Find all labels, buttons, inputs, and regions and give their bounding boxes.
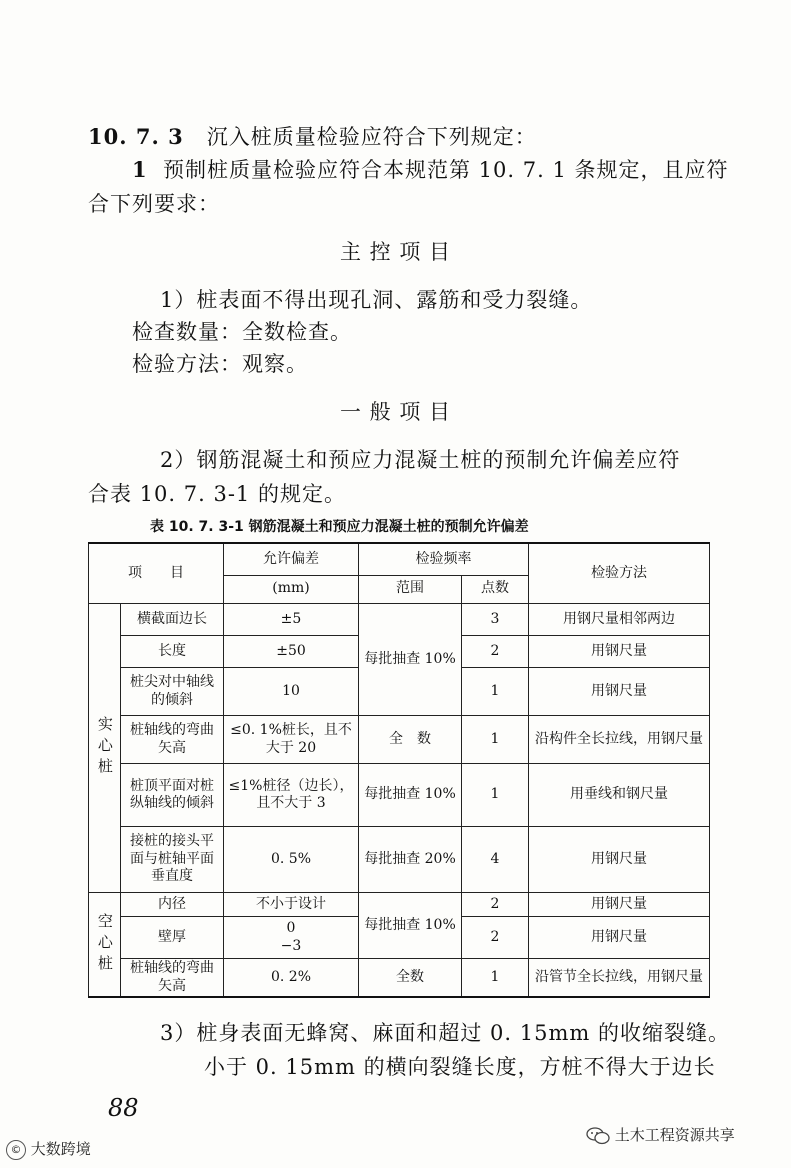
cell-tolerance: ±5: [224, 603, 359, 635]
cell-tolerance: ≤0. 1%桩长，且不大于 20: [224, 716, 359, 764]
cell-item: 长度: [121, 635, 224, 667]
item3-line2: 小于 0. 15mm 的横向裂缝长度，方桩不得大于边长: [204, 1055, 716, 1079]
cell-item: 桩轴线的弯曲矢高: [121, 716, 224, 764]
cell-points: 3: [462, 603, 529, 635]
cell-item: 接桩的接头平面与桩轴平面垂直度: [121, 826, 224, 892]
section-title: 沉入桩质量检验应符合下列规定：: [206, 125, 537, 149]
general-heading: 一 般 项 目: [339, 400, 452, 424]
cell-points: 2: [462, 635, 529, 667]
cell-range: 每批抽查 10%: [359, 892, 462, 958]
cell-item: 内径: [121, 892, 224, 916]
cell-range: 全数: [359, 959, 462, 997]
item1-line1: [132, 154, 728, 184]
item1-line2: 合下列要求：: [88, 192, 220, 216]
cell-item: 横截面边长: [121, 603, 224, 635]
cell-tolerance: 0. 2%: [224, 959, 359, 997]
cell-points: 1: [462, 668, 529, 716]
tolerance-lower: −3: [280, 937, 302, 954]
cell-points: 1: [462, 764, 529, 826]
header-unit: (mm): [224, 575, 359, 603]
watermark-left-text: 大数跨境: [30, 1140, 91, 1158]
copyright-icon: ©: [6, 1140, 26, 1160]
deviation-table: [88, 542, 710, 998]
tolerance-upper: 0: [286, 920, 296, 937]
cell-method: 用钢尺量: [529, 668, 710, 716]
cell-method: 沿构件全长拉线，用钢尺量: [529, 716, 710, 764]
table-row: [89, 603, 710, 635]
item3-line1: 3）桩身表面无蜂窝、麻面和超过 0. 15mm 的收缩裂缝。: [160, 1021, 730, 1045]
cell-tolerance: 10: [224, 668, 359, 716]
main-heading: 主 控 项 目: [339, 240, 452, 264]
main-req1: 1）桩表面不得出现孔洞、露筋和受力裂缝。: [160, 288, 593, 312]
header-item: 项 目: [89, 543, 224, 603]
cell-range: 每批抽查 10%: [359, 764, 462, 826]
item1-text: 预制桩质量检验应符合本规范第 10. 7. 1 条规定，且应符: [162, 158, 729, 182]
wechat-icon: [586, 1127, 610, 1145]
cell-method: 用钢尺量: [529, 917, 710, 959]
cell-points: 1: [462, 716, 529, 764]
cell-points: 2: [462, 892, 529, 916]
page-number: 88: [108, 1094, 139, 1122]
cell-range: 每批抽查 20%: [359, 826, 462, 892]
cell-method: 用钢尺量: [529, 826, 710, 892]
item1-number: 1: [132, 157, 148, 182]
cell-item: 桩轴线的弯曲矢高: [121, 959, 224, 997]
cell-points: 4: [462, 826, 529, 892]
table-row: [89, 716, 710, 764]
cell-range: 每批抽查 10%: [359, 603, 462, 715]
cell-tolerance: 0. 5%: [224, 826, 359, 892]
group-solid: 实心桩: [89, 603, 121, 892]
header-range: 范围: [359, 575, 462, 603]
cell-tolerance: ±50: [224, 635, 359, 667]
cell-method: 用钢尺量: [529, 635, 710, 667]
table-row: [89, 764, 710, 826]
watermark-left: [6, 1138, 91, 1160]
cell-points: 2: [462, 917, 529, 959]
table-row: [89, 826, 710, 892]
table-row: [89, 892, 710, 916]
section-heading: [88, 121, 537, 151]
cell-method: 用钢尺量: [529, 892, 710, 916]
table-row: [89, 959, 710, 997]
general-item2-line2: 合表 10. 7. 3-1 的规定。: [88, 482, 346, 506]
header-tolerance: 允许偏差: [224, 543, 359, 575]
header-method: 检验方法: [529, 543, 710, 603]
main-qty: 检查数量：全数检查。: [132, 320, 352, 344]
table-caption: 表 10. 7. 3-1 钢筋混凝土和预应力混凝土桩的预制允许偏差: [150, 519, 529, 535]
watermark-right: [586, 1124, 735, 1145]
general-item2-line1: 2）钢筋混凝土和预应力混凝土桩的预制允许偏差应符: [160, 448, 681, 472]
cell-method: 沿管节全长拉线，用钢尺量: [529, 959, 710, 997]
header-frequency: 检验频率: [359, 543, 529, 575]
cell-tolerance: 不小于设计: [224, 892, 359, 916]
cell-tolerance: [224, 917, 359, 959]
section-number: 10. 7. 3: [88, 124, 184, 149]
header-points: 点数: [462, 575, 529, 603]
group-hollow: 空心桩: [89, 892, 121, 997]
cell-method: 用垂线和钢尺量: [529, 764, 710, 826]
cell-method: 用钢尺量相邻两边: [529, 603, 710, 635]
cell-points: 1: [462, 959, 529, 997]
cell-tolerance: ≤1%桩径（边长），且不大于 3: [224, 764, 359, 826]
watermark-right-text: 土木工程资源共享: [614, 1126, 735, 1144]
main-method: 检验方法：观察。: [132, 352, 308, 376]
cell-item: 桩顶平面对桩纵轴线的倾斜: [121, 764, 224, 826]
cell-range: 全 数: [359, 716, 462, 764]
cell-item: 壁厚: [121, 917, 224, 959]
cell-item: 桩尖对中轴线的倾斜: [121, 668, 224, 716]
